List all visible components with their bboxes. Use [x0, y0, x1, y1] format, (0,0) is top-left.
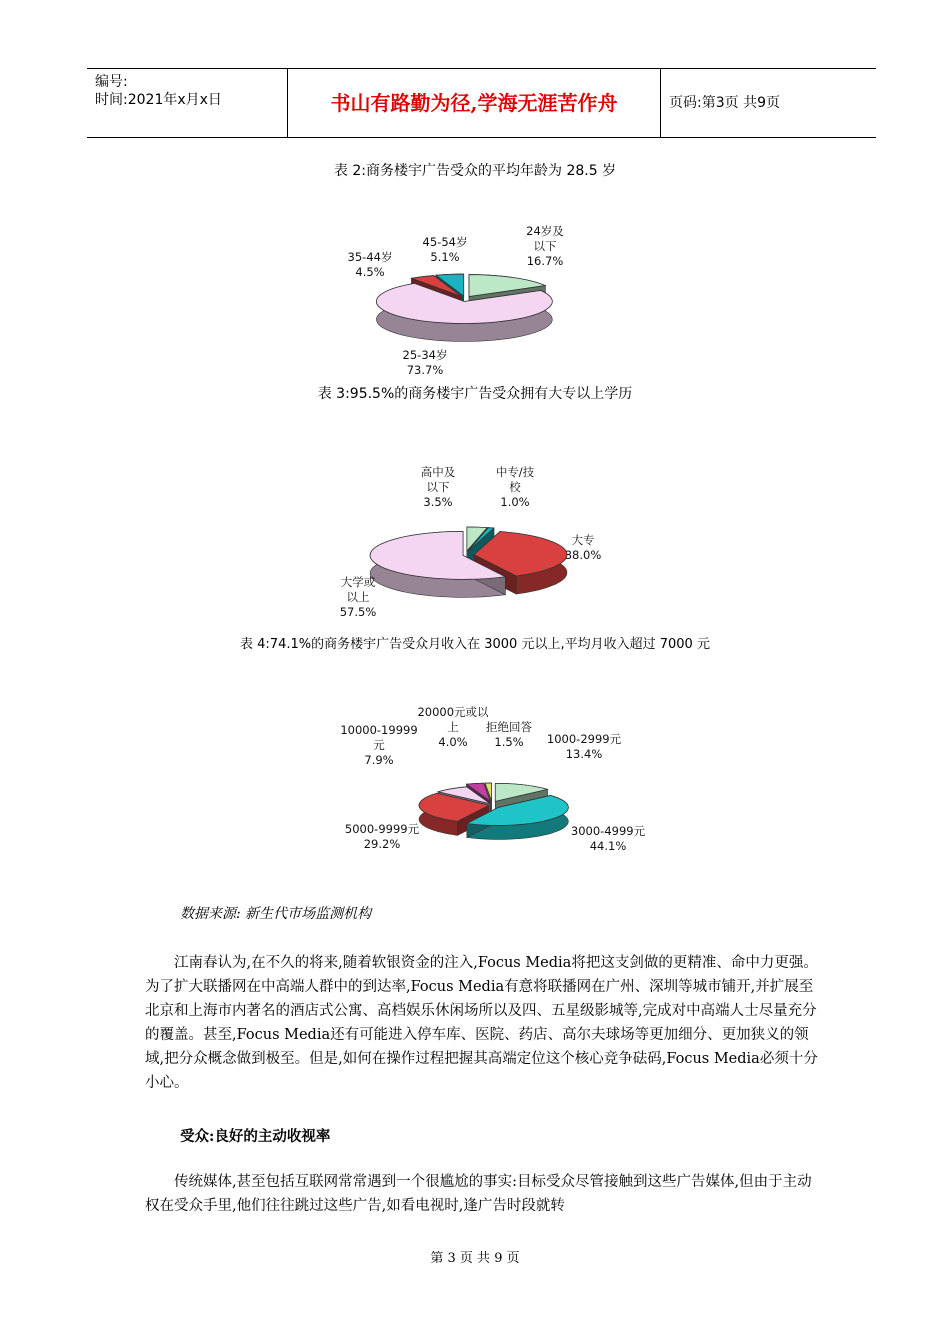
chart2-label-vocational: 中专/技 校 1.0% — [495, 465, 535, 509]
chart1-label-under24: 24岁及 以下 16.7% — [526, 224, 564, 268]
body-paragraph-1: 江南春认为,在不久的将来,随着软银资金的注入,Focus Media将把这支剑做的更精准、命中力更强。为了扩大联播网在中高端人群中的到达率,Focus Media有意将联播网在广州、深圳等城市铺开,并扩展至北京和上海市内著名的酒店式公寓、高档娱乐休闲场所以及四、五星级影城等,完成对中高端人士尽量充分的覆盖。甚至,Focus Media还有可能进入停车库、医院、药店、高尔夫球场等更加细分、更加狭义的领域,把分众概念做到极至。但是,如何在操作过程把握其高端定位这个核心竞争砝码,Focus Media必须十分小心。 — [145, 955, 818, 1091]
header-page-number: 页码:第3页 共9页 — [669, 95, 780, 111]
chart3-label-refused: 拒绝回答 1.5% — [486, 720, 532, 749]
chart1-label-25-34: 25-34岁 73.7% — [402, 348, 448, 377]
data-source-note: 数据来源: 新生代市场监测机构 — [180, 906, 372, 922]
body-paragraph-2: 传统媒体,甚至包括互联网常常遇到一个很尴尬的事实:目标受众尽管接触到这些广告媒体,但由于主动权在受众手里,他们往往跳过这些广告,如看电视时,逢广告时段就转 — [145, 1174, 812, 1214]
chart2-title: 表 3:95.5%的商务楼宇广告受众拥有大专以上学历 — [317, 386, 633, 402]
chart3-label-3000: 3000-4999元 44.1% — [570, 824, 646, 853]
chart1-label-45-54: 45-54岁 5.1% — [422, 235, 468, 264]
page-footer: 第 3 页 共 9 页 — [430, 1251, 520, 1266]
header-motto: 书山有路勤为径,学海无涯苦作舟 — [288, 69, 661, 137]
chart3-title: 表 4:74.1%的商务楼宇广告受众月收入在 3000 元以上,平均月收入超过 7000 元 — [240, 637, 710, 652]
chart1-title: 表 2:商务楼宇广告受众的平均年龄为 28.5 岁 — [333, 163, 617, 179]
chart3-label-10000: 10000-19999 元 7.9% — [340, 723, 418, 767]
serial-number: 编号: — [95, 74, 128, 90]
section-heading: 受众:良好的主动收视率 — [180, 1128, 331, 1145]
chart3-label-5000: 5000-9999元 29.2% — [344, 822, 420, 851]
chart2-label-junior-college: 大专 38.0% — [564, 533, 602, 562]
chart1-label-35-44: 35-44岁 4.5% — [347, 250, 393, 279]
chart3-label-20000: 20000元或以 上 4.0% — [417, 705, 489, 749]
chart3-label-1000: 1000-2999元 13.4% — [546, 732, 622, 761]
chart2-label-university: 大学或 以上 57.5% — [339, 575, 377, 619]
date-line: 时间:2021年x月x日 — [95, 92, 222, 108]
chart2-label-highschool: 高中及 以下 3.5% — [420, 465, 456, 509]
